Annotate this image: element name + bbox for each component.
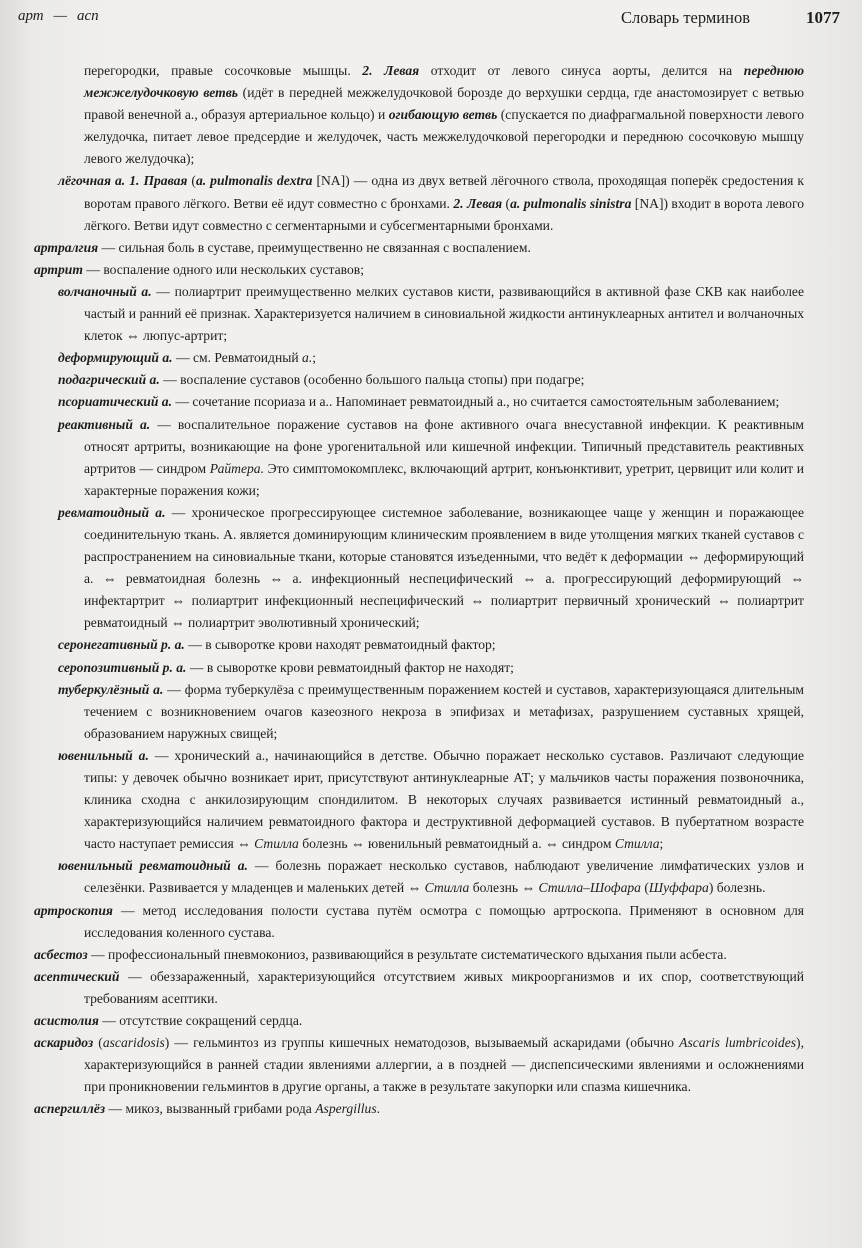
entry-term: асбестоз	[34, 946, 88, 962]
entry-text: ;	[659, 836, 664, 852]
entry-text: — воспаление одного или нескольких суставов;	[82, 261, 365, 277]
entry-italic-text: Стилла	[254, 836, 299, 852]
entry-term: псориатический а.	[58, 394, 172, 410]
entry-term: деформирующий а.	[58, 350, 173, 366]
entry-text: болезнь ⇔	[469, 880, 539, 896]
entry-term: a. pulmonalis sinistra	[510, 195, 632, 211]
dictionary-entry	[34, 502, 804, 635]
entry-term: 2. Левая	[362, 63, 420, 78]
entry-term: ювенильный ревматоидный а.	[58, 858, 248, 874]
entry-term: артрит	[34, 261, 83, 277]
dictionary-entry	[34, 657, 804, 679]
entry-text: — воспаление суставов (особенно большого пальца стопы) при подагре;	[159, 372, 585, 388]
entry-text: — сильная боль в суставе, преимущественно не связанная с воспалением.	[98, 239, 531, 255]
dictionary-entry	[34, 281, 804, 347]
entry-italic-text: Стилла–Шофара	[538, 880, 641, 896]
dictionary-entry	[34, 966, 804, 1010]
entry-italic-text: Ascaris lumbricoides	[679, 1035, 797, 1051]
entry-text: ), характеризующийся в ранней стадии явлениями аллергии, а в поздней — диспепсическими явлениями и осложнениями при проникновении гельминтов в другие органы, а также в результате закупорки или спазма кишечника.	[84, 1035, 804, 1095]
dictionary-entry	[34, 347, 804, 369]
entry-italic-text: Райтера.	[209, 460, 265, 476]
entry-term: туберкулёзный а.	[58, 681, 164, 697]
entry-text: — хроническое прогрессирующее системное заболевание, возникающее чаще у женщин и поражающее соединительную ткань. А. является доминирующим клиническим проявлением в виде утолщения мягких тканей суставов с распространением на синовиальные ткани, которые становятся изъеденными, что ведёт к деформации ⇔ деформирующий а. ⇔ ревматоидная болезнь ⇔ а. инфекционный неспецифический ⇔ а. прогрессирующий деформирующий ⇔ инфектартрит ⇔ полиартрит инфекционный неспецифический ⇔ полиартрит первичный хронический ⇔ полиартрит ревматоидный ⇔ полиартрит эволютивный хронический;	[84, 504, 804, 631]
entry-text: — болезнь поражает несколько суставов, наблюдают увеличение лимфатических узлов и селезёнки. Развивается у младенцев и маленьких детей ⇔	[84, 858, 804, 896]
entry-term: подагрический а.	[58, 372, 160, 388]
entry-text: — сочетание псориаза и а.. Напоминает ревматоидный а., но считается самостоятельным заболеванием;	[171, 394, 780, 410]
entry-term: аскаридоз	[34, 1035, 94, 1051]
entry-term: артралгия	[34, 239, 99, 255]
page-title: Словарь терминов	[621, 8, 750, 27]
entry-text: — см. Ревматоидный	[172, 350, 303, 366]
entry-text: — полиартрит преимущественно мелких суставов кисти, развивающийся в активной фазе СКВ как наиболее частый и ранний её признак. Характеризуется наличием в синовиальной жидкости антинуклеарных антител и волчаночных клеток ⇔ люпус-артрит;	[84, 283, 804, 344]
entry-text: — профессиональный пневмокониоз, развивающийся в результате систематического вдыхания пыли асбеста.	[87, 946, 727, 962]
entry-term: артроскопия	[34, 902, 113, 918]
entry-text: — форма туберкулёза с преимущественным поражением костей и суставов, характеризующаяся длительным течением с возникновением очагов казеозного некроза в эпифизах и метафизах, разрушением суставных хрящей, образованием наружных свищей;	[84, 681, 804, 741]
entry-term: 2. Левая	[453, 195, 503, 211]
entry-text: болезнь ⇔ ювенильный ревматоидный а. ⇔ синдром	[298, 836, 615, 852]
dictionary-entry	[34, 1098, 804, 1120]
page-number: 1077	[806, 8, 840, 27]
entry-term: аспергиллёз	[34, 1101, 106, 1117]
dictionary-entry	[34, 369, 804, 391]
entry-text: ) — гельминтоз из группы кишечных нематодозов, вызываемый аскаридами (обычно	[164, 1035, 680, 1051]
dictionary-entry	[34, 679, 804, 745]
entry-text: (	[640, 880, 649, 896]
entry-text: ;	[312, 350, 317, 366]
entry-text: — в сыворотке крови находят ревматоидный фактор;	[184, 637, 496, 653]
running-head-start: арт	[18, 8, 44, 24]
dictionary-entry	[34, 634, 804, 656]
entry-term: ювенильный а.	[58, 747, 149, 763]
dictionary-entry	[34, 259, 804, 281]
entry-text: [NA]) — одна из двух ветвей лёгочного ствола, проходящая поперёк средостения к воротам правого лёгкого. Ветви её идут совместно с бронхами.	[84, 173, 804, 211]
entry-text: — микоз, вызванный грибами рода	[105, 1101, 316, 1117]
entry-term: a. pulmonalis dextra	[195, 173, 313, 189]
entry-italic-text: ascaridosis	[102, 1035, 165, 1051]
dictionary-entry	[34, 60, 804, 170]
entry-text: отходит от левого синуса аорты, делится на	[419, 63, 744, 78]
dictionary-entry	[34, 391, 804, 413]
entry-text: — в сыворотке крови ревматоидный фактор не находят;	[186, 659, 514, 675]
entry-text: (	[502, 195, 511, 211]
entry-text: — воспалительное поражение суставов на фоне активного очага внесуставной инфекции. К реактивным относят артриты, возникающие на фоне урогенитальной или кишечной инфекции. Типичный представитель реактивных артритов — синдром	[84, 416, 804, 476]
dictionary-entry	[34, 1032, 804, 1098]
entry-text: .	[376, 1101, 381, 1117]
entry-term: реактивный а.	[58, 416, 151, 432]
entry-text: (идёт в передней межжелудочковой борозде до верхушки сердца, где анастомозирует с ветвью правой венечной а., образуя артериальное кольцо) и	[84, 85, 804, 123]
running-head	[18, 8, 99, 25]
entry-text: Это симптомокомплекс, включающий артрит, конъюнктивит, уретрит, цервицит или колит и характерные поражения кожи;	[84, 460, 804, 498]
entry-term: серонегативный р. а.	[58, 637, 185, 653]
page-header	[18, 8, 840, 30]
entry-text: — метод исследования полости сустава путём осмотра с помощью артроскопа. Применяют в основном для исследования коленного сустава.	[84, 902, 804, 940]
entry-term: асистолия	[34, 1013, 99, 1029]
dictionary-entry	[34, 170, 804, 236]
entry-text: — хронический а., начинающийся в детстве. Обычно поражает несколько суставов. Различают следующие типы: у девочек обычно возникает ирит, присутствуют антинуклеарные АТ; у мальчиков часты поражения позвоночника, клиника сходна с анкилозирующим спондилитом. В некоторых случаях развивается истинный ревматоидный а., характеризующийся наличием ревматоидного фактора и деструктивной деформацией суставов. В пубертатном возрасте часто наступает ремиссия ⇔	[84, 747, 805, 852]
dictionary-entry	[34, 414, 804, 502]
entry-italic-text: Aspergillus	[315, 1101, 377, 1117]
dictionary-entry	[34, 745, 804, 855]
entry-term: асептический	[34, 968, 120, 984]
dictionary-entry	[34, 237, 804, 259]
entry-term: серопозитивный р. а.	[58, 659, 187, 675]
entry-text: (	[93, 1035, 103, 1051]
entry-text: (спускается по диафрагмальной поверхности левого желудочка, питает левое предсердие и желудочек, часть межжелудочковой перегородки и переднюю сосочковую мышцу левого желудочка);	[84, 107, 805, 167]
dictionary-entry	[34, 900, 804, 944]
entry-text: [NA]) входит в ворота левого лёгкого. Ветви идут совместно с сегментарными и субсегментарными бронхами.	[84, 195, 804, 233]
entry-term: ревматоидный а.	[58, 504, 166, 520]
dictionary-entry	[34, 855, 804, 899]
entry-term: огибающую ветвь	[388, 107, 498, 123]
entry-italic-text: Стилла	[614, 836, 660, 852]
dictionary-body	[34, 60, 804, 1121]
entry-term: волчаночный а.	[58, 283, 152, 299]
entry-term: лёгочная а. 1. Правая	[58, 173, 188, 189]
running-head-end: асп	[76, 8, 99, 24]
entry-text: — отсутствие сокращений сердца.	[98, 1013, 303, 1029]
running-head-dash: —	[53, 8, 67, 24]
dictionary-entry	[34, 1010, 804, 1032]
entry-text: ) болезнь.	[708, 880, 766, 896]
entry-italic-text: Стилла	[424, 880, 470, 896]
entry-term: переднюю межжелудочковую ветвь	[84, 63, 804, 101]
dictionary-entry	[34, 944, 804, 966]
entry-text: — обеззараженный, характеризующийся отсутствием живых микроорганизмов и их спор, соответствующий требованиям асептики.	[84, 968, 804, 1006]
entry-text: (	[187, 173, 196, 189]
entry-italic-text: а.	[302, 350, 313, 366]
entry-text: перегородки, правые сосочковые мышцы.	[84, 63, 363, 78]
entry-italic-text: Шуффара	[648, 880, 709, 896]
